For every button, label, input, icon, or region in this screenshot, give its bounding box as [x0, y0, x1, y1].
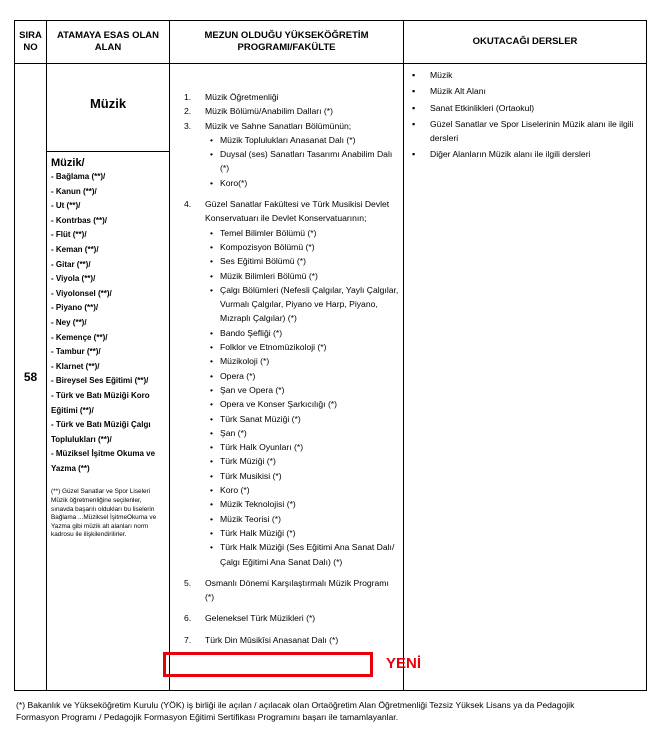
- program-number: 2.: [184, 106, 192, 117]
- programs-cell: [170, 64, 404, 691]
- ders-item: ▪ Güzel Sanatlar ve Spor Liselerinin Müzik alanı ile ilgili dersleri: [412, 117, 640, 146]
- program-sub-item: • Şan ve Opera (*): [205, 383, 399, 397]
- program-sub-item: • Şan (*): [205, 426, 399, 440]
- program-text: Müzik Öğretmenliği: [205, 92, 279, 102]
- alan-list-item: - Viyolonsel (**)/: [51, 288, 112, 298]
- program-text: Müzik Bölümü/Anabilim Dalları (*): [205, 106, 333, 117]
- alan-list-item: - Ut (**)/: [51, 201, 81, 211]
- alan-list-item: - Müziksel İşitme Okuma ve Yazma (**): [51, 449, 156, 473]
- program-text: Güzel Sanatlar Fakültesi ve Türk Musikisi Devlet Konservatuarı ile Devlet Konservatuarının;: [205, 199, 390, 224]
- program-sub-item: • Türk Musikisi (*): [205, 469, 399, 483]
- program-sub-item: • Çalgı Bölümleri (Nefesli Çalgılar, Yaylı Çalgılar, Vurmalı Çalgılar, Piyano ve Harp, Piyano, Mızraplı Çalgılar) (*): [205, 283, 399, 326]
- sira-number: 58: [15, 64, 47, 691]
- header-mezun: MEZUN OLDUĞU YÜKSEKÖĞRETİM PROGRAMI/FAKÜLTE: [170, 21, 404, 64]
- alan-list-item: - Klarnet (**)/: [51, 361, 100, 371]
- ders-item: ▪ Sanat Etkinlikleri (Ortaokul): [412, 101, 640, 115]
- list-spacer: [184, 604, 399, 611]
- program-sub-item: • Opera ve Konser Şarkıcılığı (*): [205, 397, 399, 411]
- header-sira-no: SIRA NO: [15, 21, 47, 64]
- program-number: 4.: [184, 199, 192, 210]
- program-sub-item: • Türk Sanat Müziği (*): [205, 412, 399, 426]
- alan-note: (**) Güzel Sanatlar ve Spor Liseleri Müzik öğretmenliğine seçilenler, sınavda başarılı oldukları bu liselerin Bağlama ...Müziksel İşitmeOkuma ve Yazma gibi müzik alt alanları norm kadrosu ile ilişkilendirilirler.: [51, 488, 157, 539]
- table-row: [15, 64, 647, 691]
- program-sub-item: • Türk Halk Oyunları (*): [205, 440, 399, 454]
- yeni-label: YENİ: [386, 655, 422, 672]
- program-number: 7.: [184, 634, 192, 645]
- program-sub-item: • Müzik Teknolojisi (*): [205, 497, 399, 511]
- program-sub-item: • Türk Halk Müziği (Ses Eğitimi Ana Sanat Dalı/ Çalgı Eğitimi Ana Sanat Dalı) (*): [205, 540, 399, 569]
- list-spacer: [184, 569, 399, 576]
- program-sub-item: • Türk Halk Müziği (*): [205, 526, 399, 540]
- program-number: 3.: [184, 120, 192, 131]
- alan-list-item: - Kemençe (**)/: [51, 332, 108, 342]
- program-list: [170, 64, 403, 647]
- alan-list-item: - Türk ve Batı Müziği Çalgı Toplulukları (**)/: [51, 420, 151, 444]
- program-sub-item: • Koro (*): [205, 483, 399, 497]
- program-sub-item: • Ses Eğitimi Bölümü (*): [205, 254, 399, 268]
- program-item: [184, 611, 399, 625]
- program-item: [184, 633, 399, 647]
- program-sub-item: • Müzikoloji (*): [205, 354, 399, 368]
- alan-list-item: - Bireysel Ses Eğitimi (**)/: [51, 376, 149, 386]
- program-sub-item: • Müzik Bilimleri Bölümü (*): [205, 269, 399, 283]
- program-sub-item: • Türk Müziği (*): [205, 454, 399, 468]
- program-item: [184, 90, 399, 104]
- program-sub-item: • Kompozisyon Bölümü (*): [205, 240, 399, 254]
- program-sub-list: [205, 133, 399, 190]
- list-spacer: [184, 626, 399, 633]
- alan-list-item: - Tambur (**)/: [51, 347, 101, 357]
- program-sub-item: • Folklor ve Etnomüzikoloji (*): [205, 340, 399, 354]
- program-sub-item: • Opera (*): [205, 369, 399, 383]
- alan-list-item: - Bağlama (**)/: [51, 172, 106, 181]
- program-sub-item: • Müzik Teorisi (*): [205, 512, 399, 526]
- alan-list-item: - Piyano (**)/: [51, 303, 99, 313]
- ders-list: [404, 64, 646, 162]
- program-sub-item: • Bando Şefliği (*): [205, 326, 399, 340]
- program-sub-item: • Duysal (ses) Sanatları Tasarımı Anabilim Dalı (*): [205, 147, 399, 176]
- alan-list-item: - Kontrbas (**)/: [51, 215, 107, 225]
- program-number: 5.: [184, 577, 192, 588]
- alan-list-item: - Gitar (**)/: [51, 259, 91, 269]
- program-item: [184, 104, 399, 118]
- program-sub-list: [205, 226, 399, 569]
- new-item-highlight-box: [163, 652, 373, 677]
- dersler-cell: [404, 64, 647, 691]
- header-atamaya-esas: ATAMAYA ESAS OLAN ALAN: [47, 21, 170, 64]
- alan-sub-list: [47, 152, 169, 540]
- program-text: Türk Din Mûsikîsi Anasanat Dalı (*): [205, 634, 339, 645]
- program-number: 6.: [184, 613, 192, 624]
- alan-list-item: - Türk ve Batı Müziği Koro Eğitimi (**)/: [51, 390, 150, 415]
- program-number: 1.: [184, 92, 192, 102]
- alan-list-item: - Ney (**)/: [51, 317, 87, 327]
- alan-cell: [47, 64, 170, 691]
- program-item: [184, 197, 399, 569]
- assignment-table: [14, 20, 647, 691]
- ders-item: ▪ Diğer Alanların Müzik alanı ile ilgili dersleri: [412, 147, 640, 161]
- table-header-row: [15, 21, 647, 64]
- ders-item: ▪ Müzik: [412, 68, 640, 82]
- program-sub-item: • Müzik Toplulukları Anasanat Dalı (*): [205, 133, 399, 147]
- ders-item: ▪ Müzik Alt Alanı: [412, 84, 640, 98]
- program-item: [184, 576, 399, 605]
- footnote: (*) Bakanlık ve Yükseköğretim Kurulu (YÖK) iş birliği ile açılan / açılacak olan Ortaöğretim Alan Öğretmenliği Tezsiz Yüksek Lisans ya da Pedagojik Formasyon Programı / Pedagojik Formasyon Eğitimi Sertifikası Programını başarı ile tamamlayanlar.: [16, 700, 575, 722]
- program-sub-item: • Temel Bilimler Bölümü (*): [205, 226, 399, 240]
- alan-list-item: - Kanun (**)/: [51, 186, 97, 196]
- program-item: [184, 119, 399, 190]
- alan-list-item: - Viyola (**)/: [51, 274, 96, 284]
- alan-list-head: Müzik/: [51, 157, 85, 169]
- header-dersler: OKUTACAĞI DERSLER: [404, 21, 647, 64]
- alan-title: Müzik: [47, 64, 169, 152]
- program-text: Geleneksel Türk Müzikleri (*): [205, 613, 316, 624]
- alan-list-item: - Flüt (**)/: [51, 230, 87, 240]
- program-sub-item: • Koro(*): [205, 176, 399, 190]
- list-spacer: [184, 190, 399, 197]
- program-text: Osmanlı Dönemi Karşılaştırmalı Müzik Programı (*): [205, 577, 389, 603]
- alan-list-item: - Keman (**)/: [51, 244, 99, 254]
- program-text: Müzik ve Sahne Sanatları Bölümünün;: [205, 120, 352, 131]
